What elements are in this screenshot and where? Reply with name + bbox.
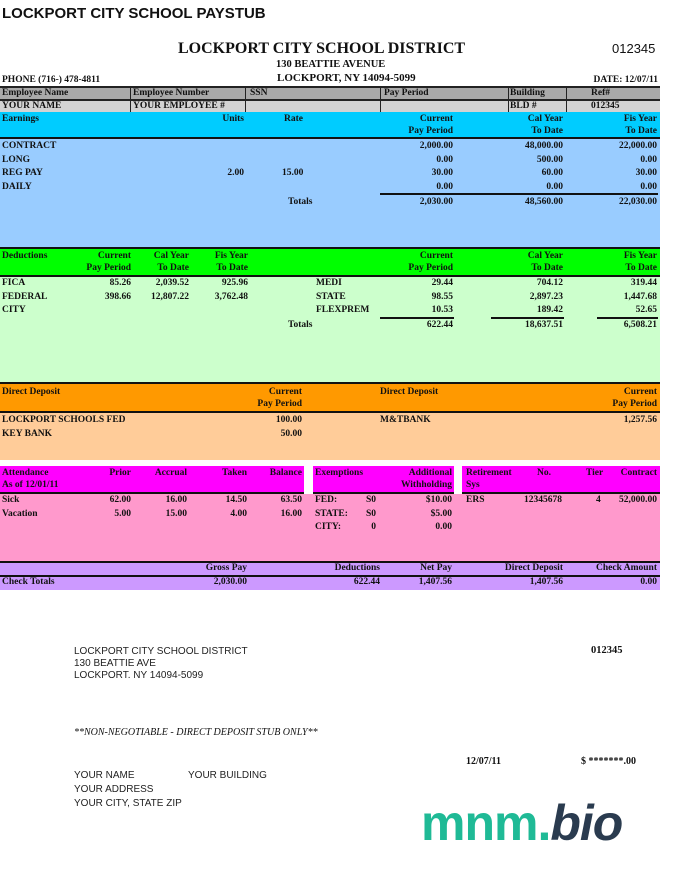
earnings-row-fis: 0.00 (640, 181, 657, 192)
col-current: Current (97, 251, 131, 261)
col-fis-year: Fis Year (623, 114, 657, 124)
stub-name: YOUR NAME (74, 770, 135, 781)
attendance-row-accrual: 16.00 (165, 495, 187, 505)
earnings-row-cal: 500.00 (536, 154, 563, 165)
deposit-bank-name: M&TBANK (380, 415, 431, 425)
col-current: Current (623, 387, 657, 397)
earnings-row-name: CONTRACT (2, 141, 57, 151)
district-street: 130 BEATTIE AVENUE (276, 59, 386, 70)
earnings-row-current: 2,000.00 (419, 141, 453, 151)
deduction-row-name: FLEXPREM (316, 305, 370, 315)
exemption-name: CITY: (315, 522, 342, 532)
deposit-amount: 50.00 (280, 429, 302, 439)
deductions-total-current: 622.44 (426, 320, 453, 330)
attendance-row-prior: 62.00 (109, 495, 131, 505)
col-current: Pay Period (408, 126, 453, 136)
attendance-row-balance: 16.00 (280, 508, 302, 519)
stub-address-2: 130 BEATTIE AVE (74, 658, 156, 669)
deduction-row-current: 98.55 (431, 291, 453, 302)
deduction-row-name: MEDI (316, 278, 342, 288)
net-pay: 1,407.56 (418, 577, 452, 587)
label-employee-number: Employee Number (133, 88, 210, 98)
earnings-title: Earnings (2, 114, 39, 124)
non-negotiable-note: **NON-NEGOTIABLE - DIRECT DEPOSIT STUB ONLY** (74, 727, 318, 738)
col-current: Current (419, 114, 453, 124)
col-fis-year: To Date (625, 263, 657, 273)
attendance-row-accrual: 15.00 (165, 508, 187, 519)
watermark-logo: mnm.bio (421, 795, 623, 851)
col-net-pay: Net Pay (420, 563, 452, 573)
stub-ref: 012345 (591, 645, 623, 656)
col-withholding: Withholding (400, 480, 452, 490)
col-cal-year: Cal Year (527, 114, 563, 124)
deduction-row-name: FICA (2, 278, 26, 288)
total-deductions: 622.44 (353, 577, 380, 587)
deduction-row-fis: 925.96 (221, 278, 248, 288)
earnings-row-cal: 0.00 (546, 181, 563, 192)
earnings-row-fis: 22,000.00 (619, 141, 657, 151)
exemption-name: FED: (315, 495, 338, 505)
earnings-row-units: 2.00 (227, 168, 244, 178)
deduction-row-fis: 319.44 (630, 278, 657, 288)
deduction-row-cal: 12,807.22 (151, 291, 189, 302)
col-current: Pay Period (408, 263, 453, 273)
deduction-row-cal: 189.42 (536, 305, 563, 315)
deductions-title: Deductions (2, 251, 48, 261)
additional-withholding: $5.00 (430, 508, 452, 519)
earnings-totals-label: Totals (288, 197, 313, 207)
deposit-bank-name: LOCKPORT SCHOOLS FED (2, 415, 126, 425)
deductions-total-fis: 6,508.21 (623, 320, 657, 330)
direct-deposit-title: Direct Deposit (380, 387, 439, 397)
col-prior: Prior (109, 468, 131, 478)
earnings-total-cal: 48,560.00 (525, 197, 563, 207)
deductions-section (0, 249, 660, 382)
col-current: Pay Period (257, 399, 302, 409)
exemption-value: S0 (365, 508, 376, 519)
deduction-row-cal: 704.12 (536, 278, 563, 288)
col-fis-year: Fis Year (214, 251, 248, 261)
deduction-row-fis: 1,447.68 (623, 291, 657, 302)
attendance-row-taken: 4.00 (230, 508, 247, 519)
ref-number-top: 012345 (612, 41, 656, 56)
deduction-row-fis: 3,762.48 (214, 291, 248, 302)
col-cal-year: To Date (531, 263, 563, 273)
district-city: LOCKPORT, NY 14094-5099 (277, 72, 416, 84)
deduction-row-cal: 2,897.23 (529, 291, 563, 302)
col-fis-year: Fis Year (623, 251, 657, 261)
building: BLD # (510, 101, 537, 111)
deduction-row-current: 10.53 (431, 305, 453, 315)
deduction-row-name: FEDERAL (2, 291, 48, 302)
stub-building: YOUR BUILDING (188, 770, 267, 781)
col-taken: Taken (222, 468, 247, 478)
col-gross-pay: Gross Pay (205, 563, 247, 573)
col-current: Current (268, 387, 302, 397)
col-retirement: Retirement (466, 468, 512, 478)
exemption-name: STATE: (315, 508, 348, 519)
exemption-value: 0 (371, 522, 376, 532)
label-ref: Ref# (591, 88, 610, 98)
earnings-row-name: REG PAY (2, 168, 43, 178)
col-fis-year: To Date (625, 126, 657, 136)
stub-city: YOUR CITY, STATE ZIP (74, 798, 182, 809)
employee-info (0, 86, 660, 112)
attendance-row-taken: 14.50 (225, 495, 247, 505)
stub-address-3: LOCKPORT. NY 14094-5099 (74, 670, 204, 681)
earnings-row-current: 0.00 (436, 154, 453, 165)
col-additional: Additional (408, 468, 452, 478)
stub-date: 12/07/11 (466, 756, 502, 767)
earnings-row-cal: 48,000.00 (525, 141, 563, 151)
additional-withholding: $10.00 (425, 495, 452, 505)
deduction-row-current: 29.44 (431, 278, 453, 288)
col-cal-year: Cal Year (153, 251, 189, 261)
retirement-contract: 52,000.00 (619, 495, 657, 505)
earnings-total-fis: 22,030.00 (619, 197, 657, 207)
label-building: Building (510, 88, 545, 98)
stub-address-1: LOCKPORT CITY SCHOOL DISTRICT (74, 646, 248, 657)
page-title: LOCKPORT CITY SCHOOL PAYSTUB (2, 5, 266, 22)
deduction-row-name: CITY (2, 305, 26, 315)
earnings-row-fis: 30.00 (635, 168, 657, 178)
earnings-row-cal: 60.00 (541, 168, 563, 178)
deductions-totals-label: Totals (288, 320, 313, 330)
employee-number: YOUR EMPLOYEE # (133, 101, 225, 111)
col-check-amount: Check Amount (596, 563, 657, 573)
attendance-row-name: Sick (2, 495, 20, 505)
col-cal-year: To Date (157, 263, 189, 273)
attendance-title: Attendance (2, 468, 49, 478)
col-current: Pay Period (612, 399, 657, 409)
deduction-row-current: 85.26 (109, 278, 131, 288)
attendance-row-name: Vacation (2, 508, 38, 519)
retirement-no: 12345678 (524, 495, 562, 505)
additional-withholding: 0.00 (435, 522, 452, 532)
col-exemptions: Exemptions (315, 468, 364, 478)
earnings-row-name: DAILY (2, 181, 32, 192)
earnings-row-name: LONG (2, 154, 30, 165)
attendance-row-balance: 63.50 (280, 495, 302, 505)
direct-deposit-total: 1,407.56 (529, 577, 563, 587)
phone: PHONE (716-) 478-4811 (2, 75, 101, 85)
earnings-row-current: 0.00 (436, 181, 453, 192)
earnings-row-current: 30.00 (431, 168, 453, 178)
label-pay-period: Pay Period (384, 88, 429, 98)
col-rate: Rate (284, 114, 303, 124)
col-units: Units (222, 114, 244, 124)
col-direct-deposit: Direct Deposit (504, 563, 563, 573)
stub-amount: $ *******.00 (581, 756, 636, 767)
ref-number: 012345 (591, 101, 620, 111)
retirement-sys: ERS (466, 495, 485, 505)
col-retirement-sys: Sys (466, 480, 480, 490)
earnings-section (0, 112, 660, 247)
col-cal-year: To Date (531, 126, 563, 136)
attendance-row-prior: 5.00 (114, 508, 131, 519)
col-deductions: Deductions (334, 563, 380, 573)
earnings-total-current: 2,030.00 (419, 197, 453, 207)
deduction-row-fis: 52.65 (635, 305, 657, 315)
col-cal-year: Cal Year (527, 251, 563, 261)
deductions-total-cal: 18,637.51 (525, 320, 563, 330)
col-accrual: Accrual (154, 468, 187, 478)
deposit-bank-name: KEY BANK (2, 429, 53, 439)
deduction-row-current: 398.66 (104, 291, 131, 302)
pay-date: DATE: 12/07/11 (593, 75, 658, 85)
col-contract: Contract (620, 468, 657, 478)
col-balance: Balance (269, 468, 302, 478)
gross-pay: 2,030.00 (213, 577, 247, 587)
col-current: Pay Period (86, 263, 131, 273)
retirement-tier: 4 (596, 495, 601, 505)
attendance-section (0, 466, 660, 561)
deduction-row-name: STATE (316, 291, 346, 302)
label-ssn: SSN (250, 88, 268, 98)
earnings-row-rate: 15.00 (282, 168, 304, 178)
deposit-amount: 1,257.56 (623, 415, 657, 425)
check-totals-label: Check Totals (2, 577, 55, 587)
employee-name: YOUR NAME (2, 101, 62, 111)
deduction-row-cal: 2,039.52 (155, 278, 189, 288)
col-no: No. (537, 468, 551, 478)
check-amount: 0.00 (640, 577, 657, 587)
attendance-as-of: As of 12/01/11 (2, 480, 59, 490)
earnings-row-fis: 0.00 (640, 154, 657, 165)
exemption-value: S0 (365, 495, 376, 505)
col-tier: Tier (586, 468, 604, 478)
label-employee-name: Employee Name (2, 88, 69, 98)
col-fis-year: To Date (216, 263, 248, 273)
district-name: LOCKPORT CITY SCHOOL DISTRICT (178, 40, 466, 57)
col-current: Current (419, 251, 453, 261)
direct-deposit-title: Direct Deposit (2, 387, 61, 397)
direct-deposit-section (0, 384, 660, 460)
check-totals-section (0, 563, 660, 590)
stub-home-address: YOUR ADDRESS (74, 784, 154, 795)
deposit-amount: 100.00 (275, 415, 302, 425)
